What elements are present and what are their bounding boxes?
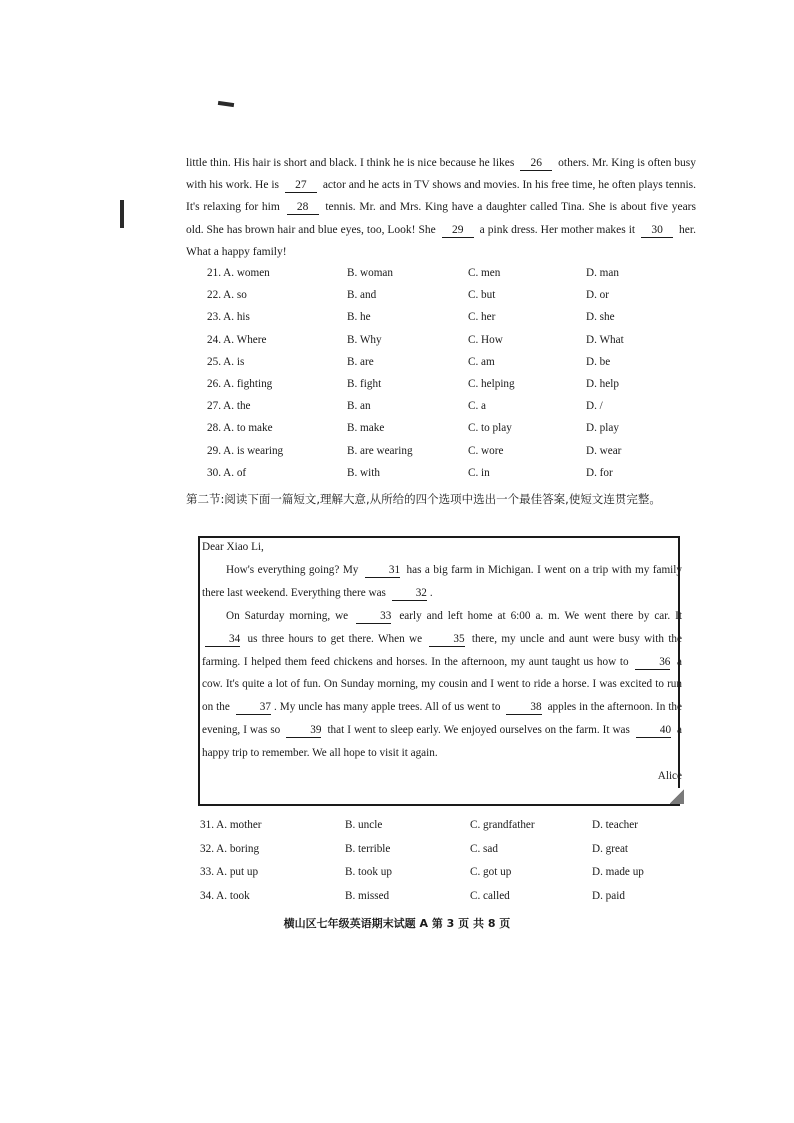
option-choice: B. he <box>347 311 371 324</box>
option-row <box>200 814 700 838</box>
option-choice: D. teacher <box>592 819 638 831</box>
option-choice: D. play <box>586 422 619 435</box>
option-choice: B. and <box>347 289 377 302</box>
answer-blank: 38 <box>506 700 541 715</box>
passage-text-segment: On Saturday morning, we <box>226 609 354 622</box>
letter-paragraph-2 <box>202 605 682 765</box>
answer-blank: 34 <box>205 632 240 647</box>
passage-text-segment: there, my uncle and aunt were busy with the farming. I helped them feed chickens and horses. In the afternoon, my aunt taught us how to <box>202 632 682 668</box>
option-row <box>207 351 687 373</box>
option-choice: B. are <box>347 355 374 368</box>
options-list-one <box>207 262 687 484</box>
passage-text-segment: apples in the afternoon. In the evening, I was so <box>202 701 682 737</box>
option-choice: D. made up <box>592 866 644 879</box>
option-choice: C. How <box>468 333 503 346</box>
passage-text-segment: that I went to sleep early. We enjoyed ourselves on the farm. It was <box>324 724 633 737</box>
option-choice: D. be <box>586 355 611 368</box>
option-choice: D. or <box>586 289 609 302</box>
letter-fold-corner <box>670 788 684 804</box>
option-choice: C. in <box>468 466 490 479</box>
option-choice: B. make <box>347 422 385 435</box>
option-choice: D. help <box>586 377 619 390</box>
passage-one <box>186 152 696 263</box>
option-row <box>200 838 700 862</box>
passage-text-segment: How's everything going? My <box>226 563 362 576</box>
option-choice: C. called <box>470 889 510 902</box>
option-choice: 21. A. women <box>207 267 270 279</box>
option-choice: B. missed <box>345 889 390 902</box>
passage-text-segment: a pink dress. Her mother makes it <box>476 223 639 236</box>
passage-text-segment: us three hours to get there. When we <box>243 632 427 645</box>
option-choice: D. she <box>586 311 615 324</box>
option-choice: C. a <box>468 400 487 413</box>
answer-blank: 37 <box>236 700 271 715</box>
option-choice: B. are wearing <box>347 444 413 457</box>
option-row <box>207 284 687 306</box>
passage-text-segment: a cow. It's quite a lot of fun. On Sunday morning, my cousin and I went to ride a horse. I was excited to run on the <box>202 655 683 714</box>
passage-text-segment: little thin. His hair is short and black. I think he is nice because he likes <box>186 157 518 169</box>
option-choice: 34. A. took <box>200 889 250 902</box>
option-choice: 29. A. is wearing <box>207 444 284 457</box>
answer-blank: 31 <box>365 563 400 578</box>
letter-paragraph-1 <box>202 559 682 605</box>
scan-mark-left <box>120 200 124 228</box>
option-row <box>207 440 687 462</box>
passage-text-segment: others. Mr. King is often busy with his work. He is <box>186 157 696 192</box>
option-choice: B. fight <box>347 377 382 390</box>
options-list-two <box>200 814 700 908</box>
option-row <box>207 262 687 284</box>
option-choice: B. took up <box>345 866 392 879</box>
letter-greeting: Dear Xiao Li, <box>202 541 264 553</box>
option-choice: 22. A. so <box>207 289 247 302</box>
option-choice: D. for <box>586 466 613 479</box>
option-choice: B. terrible <box>345 842 391 855</box>
option-choice: 24. A. Where <box>207 333 267 346</box>
passage-one-text <box>186 152 696 263</box>
option-choice: 28. A. to make <box>207 422 273 435</box>
option-choice: D. great <box>592 842 629 855</box>
option-choice: B. an <box>347 400 371 413</box>
option-choice: C. her <box>468 311 496 324</box>
passage-text-segment: early and left home at 6:00 a. m. We went there by car. It <box>394 609 682 622</box>
option-choice: C. to play <box>468 422 512 435</box>
option-choice: D. paid <box>592 889 625 902</box>
option-choice: 31. A. mother <box>200 819 262 831</box>
option-choice: C. men <box>468 267 501 279</box>
answer-blank: 36 <box>635 655 670 670</box>
option-row <box>200 885 700 909</box>
option-choice: C. but <box>468 289 496 302</box>
passage-text-segment: . <box>429 586 433 599</box>
option-choice: 33. A. put up <box>200 866 259 879</box>
passage-text-segment: a happy trip to remember. We all hope to visit it again. <box>202 724 682 760</box>
answer-blank: 29 <box>442 223 474 238</box>
answer-blank: 35 <box>429 632 464 647</box>
passage-text-segment: tennis. Mr. and Mrs. King have a daughter called Tina. She is about five years old. She has brown hair and blue eyes, too, Look! She <box>186 201 696 236</box>
option-row <box>207 462 687 484</box>
letter-signoff: Alice <box>657 770 682 783</box>
option-choice: D. / <box>586 400 603 413</box>
option-choice: C. am <box>468 355 495 368</box>
answer-blank: 27 <box>285 178 317 193</box>
answer-blank: 39 <box>286 723 321 738</box>
option-row <box>207 417 687 439</box>
option-choice: D. wear <box>586 444 622 457</box>
answer-blank: 33 <box>356 609 391 624</box>
option-choice: C. got up <box>470 866 512 879</box>
option-choice: B. uncle <box>345 819 383 831</box>
option-choice: 27. A. the <box>207 400 251 413</box>
option-choice: D. man <box>586 267 619 279</box>
option-choice: D. What <box>586 333 624 346</box>
option-choice: C. wore <box>468 444 504 457</box>
option-choice: 23. A. his <box>207 311 250 324</box>
answer-blank: 26 <box>520 156 552 171</box>
option-row <box>207 306 687 328</box>
answer-blank: 40 <box>636 723 671 738</box>
section-two-title: 第二节:阅读下面一篇短文,理解大意,从所给的四个选项中选出一个最佳答案,使短文连贯完整。 <box>186 492 661 506</box>
option-row <box>207 373 687 395</box>
answer-blank: 32 <box>392 586 427 601</box>
passage-text-segment: has a big farm in Michigan. I went on a trip with my family there last weekend. Everything there was <box>202 563 682 599</box>
answer-blank: 28 <box>287 200 319 215</box>
option-row <box>200 861 700 885</box>
letter-body <box>202 536 682 788</box>
option-choice: B. woman <box>347 267 393 279</box>
scan-mark-top <box>218 101 234 107</box>
option-choice: C. sad <box>470 842 498 855</box>
option-choice: C. grandfather <box>470 819 535 831</box>
passage-text-segment: actor and he acts in TV shows and movies. In his free time, he often plays tennis. It's relaxing for him <box>186 179 696 214</box>
option-choice: C. helping <box>468 377 515 390</box>
option-choice: 32. A. boring <box>200 842 260 855</box>
option-row <box>207 329 687 351</box>
passage-text-segment: her. What a happy family! <box>186 223 696 258</box>
answer-blank: 30 <box>641 223 673 238</box>
option-row <box>207 395 687 417</box>
option-choice: B. Why <box>347 333 382 346</box>
option-choice: 26. A. fighting <box>207 377 273 390</box>
passage-text-segment: . My uncle has many apple trees. All of us went to <box>273 701 504 714</box>
page-footer: 横山区七年级英语期末试题 A 第 3 页 共 8 页 <box>283 917 511 930</box>
option-choice: B. with <box>347 466 380 479</box>
option-choice: 30. A. of <box>207 466 247 479</box>
option-choice: 25. A. is <box>207 355 245 368</box>
